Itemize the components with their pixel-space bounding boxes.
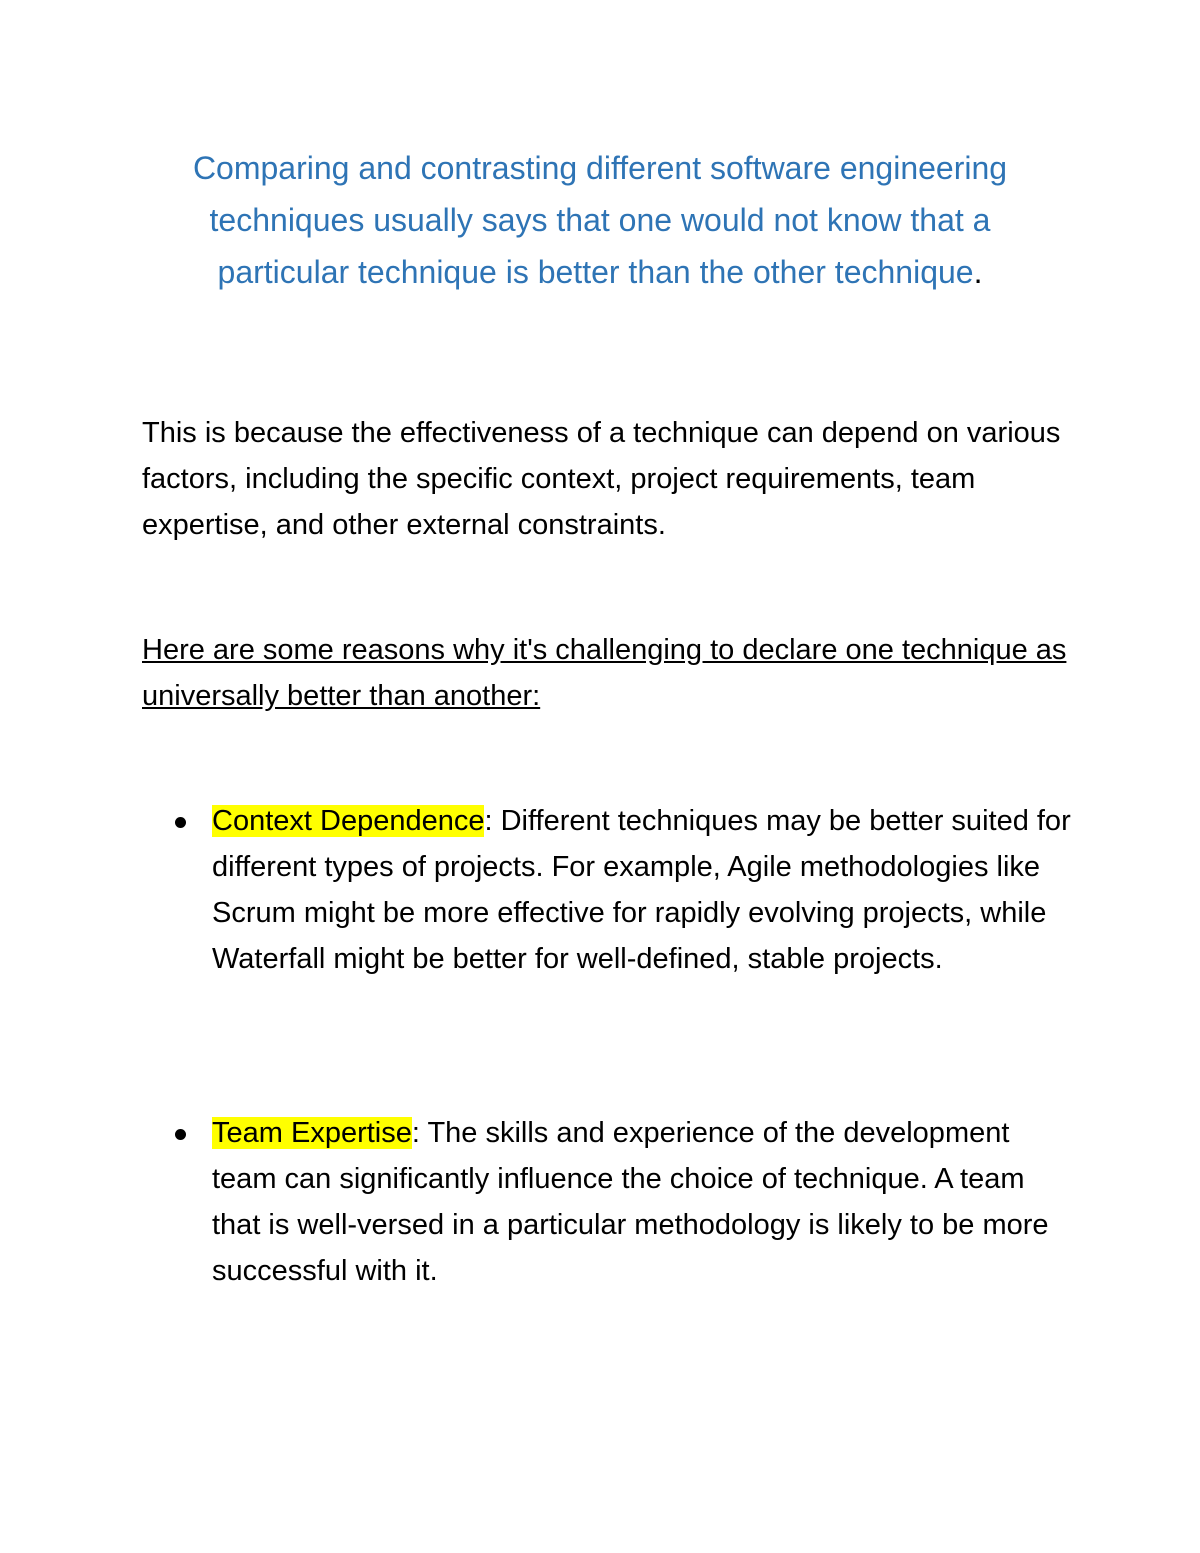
term-separator: : — [411, 1117, 420, 1149]
highlighted-term: Context Dependence — [212, 805, 485, 837]
reasons-subheading: Here are some reasons why it's challenging to declare one technique as universally better than another: — [142, 634, 1067, 712]
list-item-text: The skills and experience of the development team can significantly influence the choice of technique. A team that is well-versed in a particular methodology is likely to be more successful with it. — [212, 1117, 1049, 1287]
list-item — [212, 798, 1072, 982]
bullet-icon — [175, 1129, 186, 1140]
highlighted-term: Team Expertise — [212, 1117, 412, 1149]
title-period: . — [973, 254, 983, 290]
list-item-text: Different techniques may be better suited for different types of projects. For example, Agile methodologies like Scrum might be more effective for rapidly evolving projects, while Waterfall might be better for well-defined, stable projects. — [212, 805, 1071, 975]
intro-paragraph: This is because the effectiveness of a technique can depend on various factors, including the specific context, project requirements, team expertise, and other external constraints. — [142, 417, 1061, 541]
title-text: Comparing and contrasting different software engineering techniques usually says that one would not know that a particular technique is better than the other technique — [192, 150, 1008, 290]
bullet-icon — [175, 817, 186, 828]
list-item — [212, 1110, 1072, 1294]
document-title — [140, 142, 1060, 298]
term-separator: : — [484, 805, 493, 837]
